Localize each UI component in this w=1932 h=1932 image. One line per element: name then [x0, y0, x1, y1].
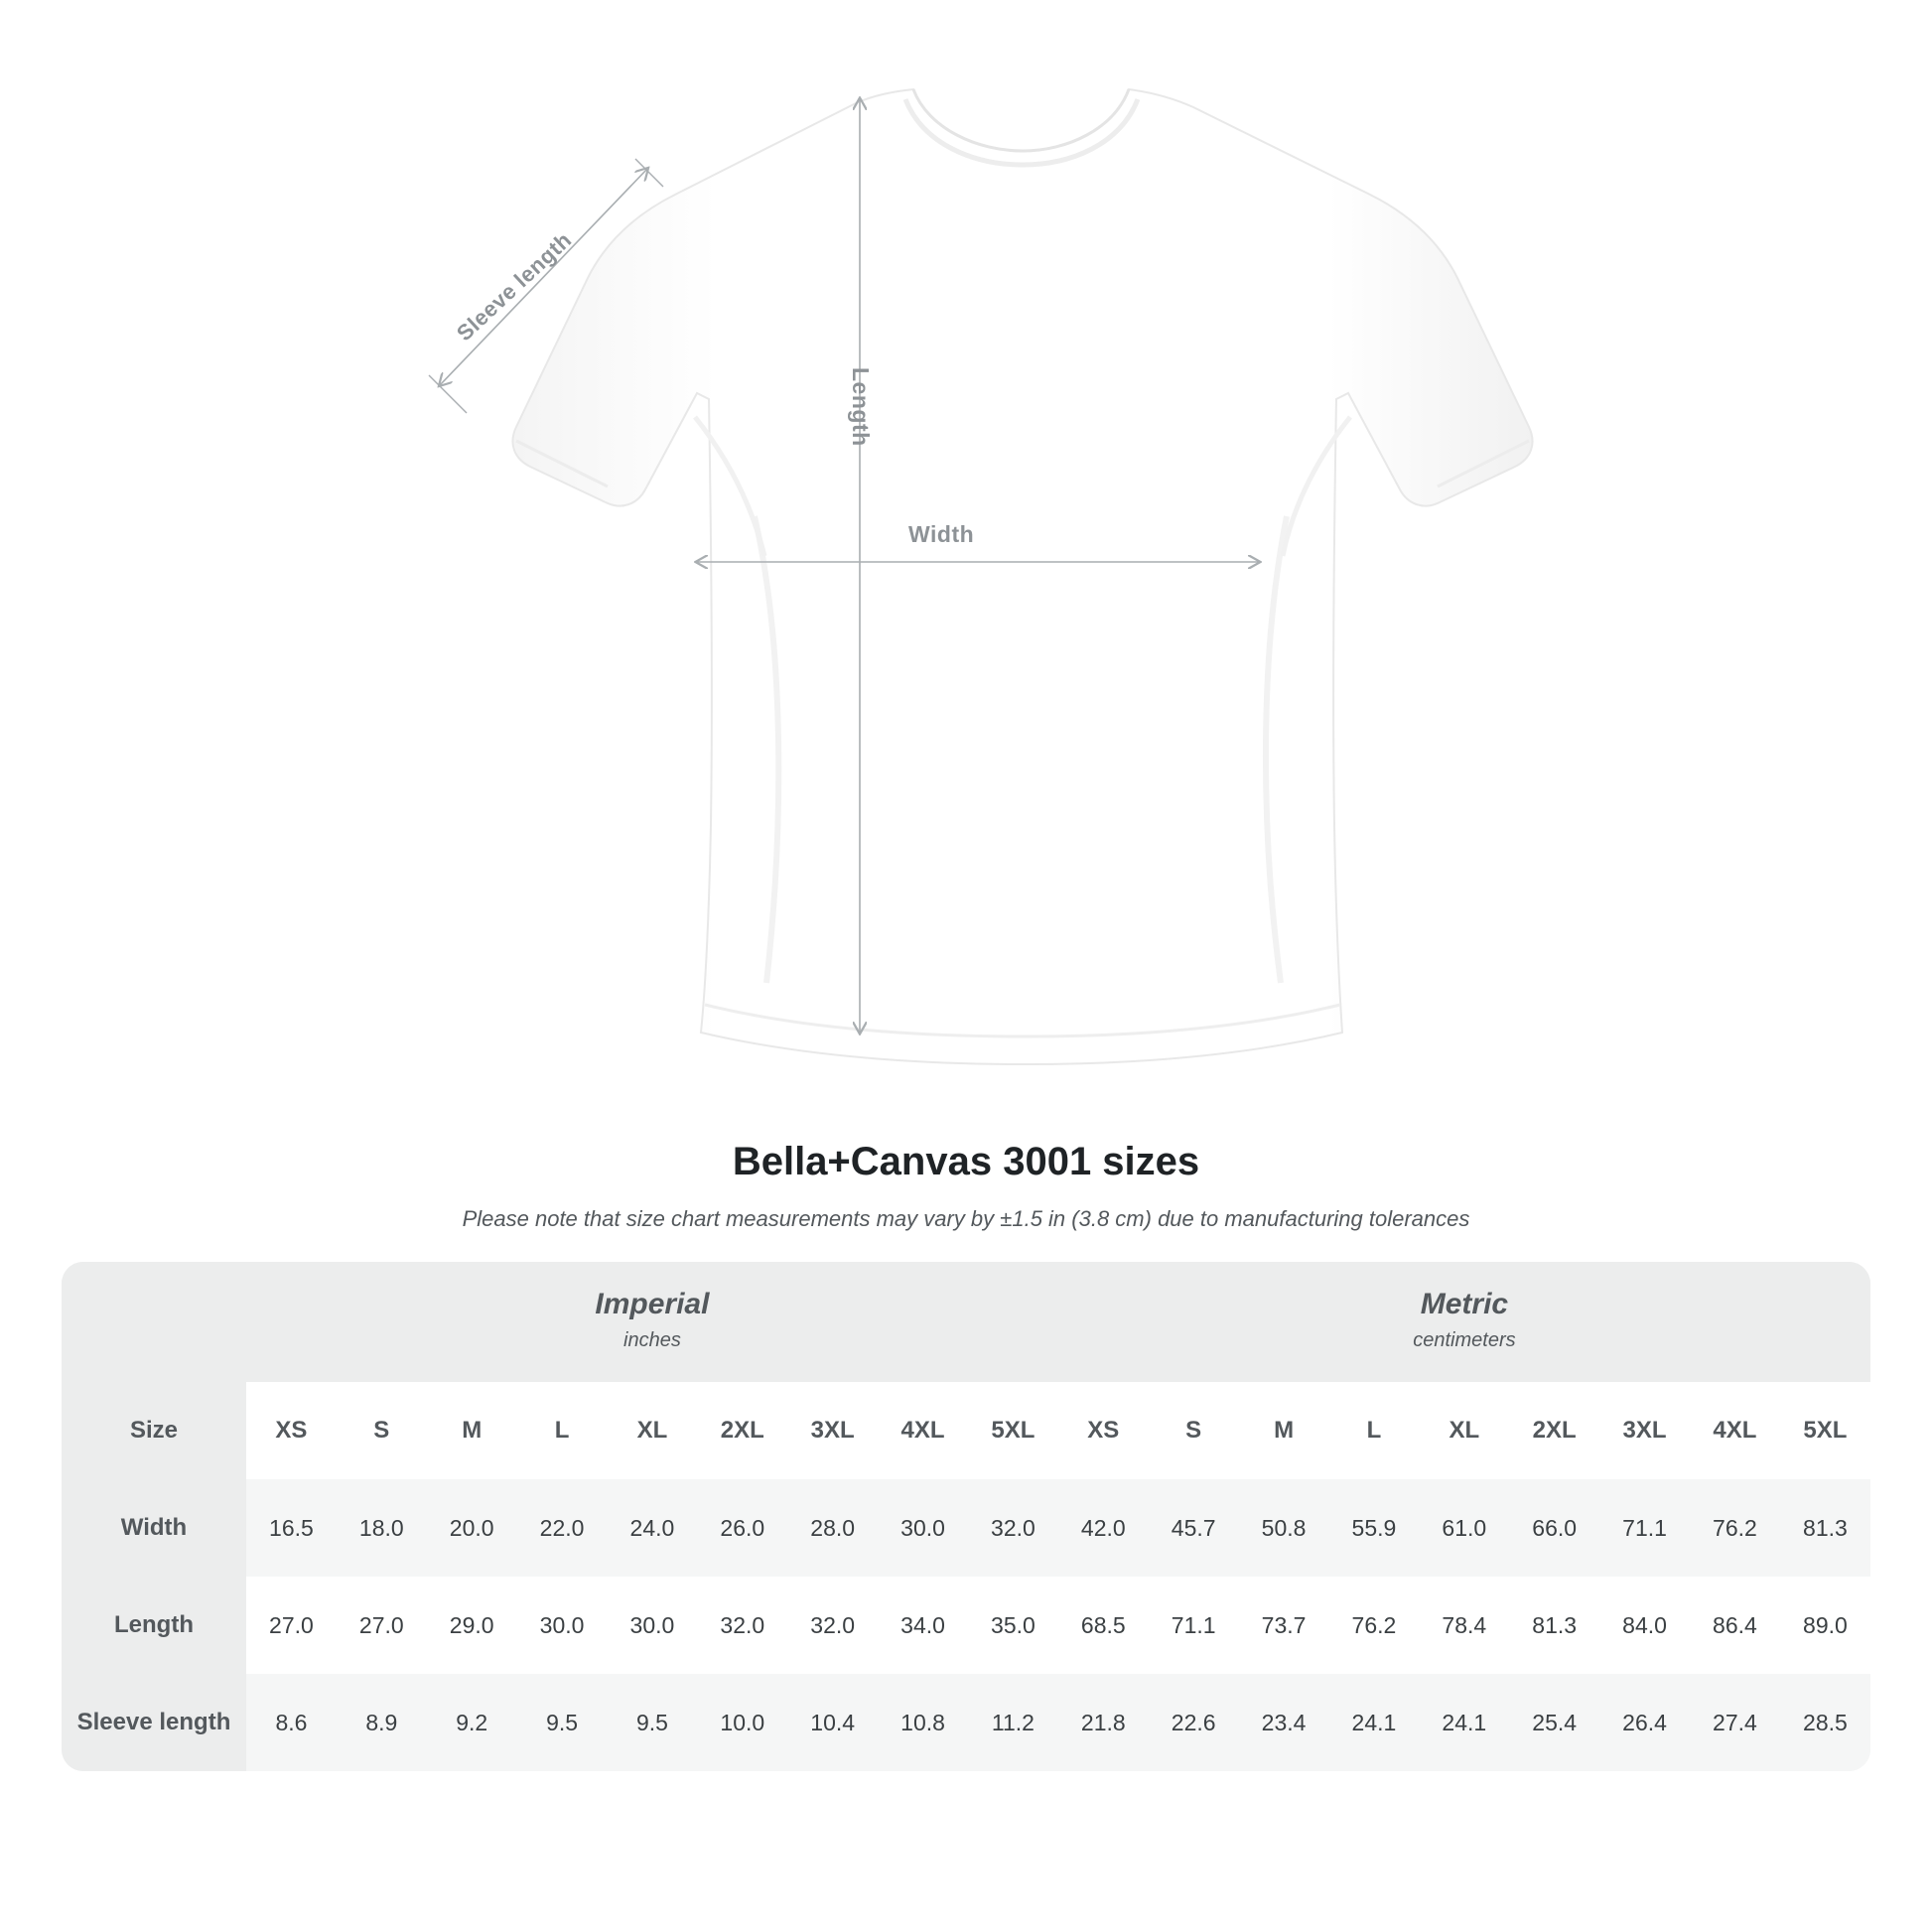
measurement-cell: 24.1 [1419, 1674, 1509, 1771]
size-header-cell: 3XL [787, 1382, 878, 1479]
unit-subtitle: inches [623, 1329, 681, 1351]
tshirt-shape [512, 89, 1532, 1064]
measurement-cell: 42.0 [1058, 1479, 1149, 1577]
measurement-cell: 25.4 [1509, 1674, 1599, 1771]
measurement-cell: 9.5 [517, 1674, 608, 1771]
size-header-cell: M [427, 1382, 517, 1479]
measurement-cell: 27.0 [246, 1577, 337, 1674]
measurement-cell: 76.2 [1329, 1577, 1420, 1674]
size-chart-table [62, 1262, 1870, 1771]
unit-name: Imperial [595, 1288, 710, 1320]
measurement-cell: 26.4 [1599, 1674, 1690, 1771]
measurement-cell: 26.0 [697, 1479, 787, 1577]
measurement-cell: 30.0 [878, 1479, 968, 1577]
size-header-cell: XL [608, 1382, 698, 1479]
measurement-cell: 71.1 [1149, 1577, 1239, 1674]
measurement-cell: 78.4 [1419, 1577, 1509, 1674]
unit-header-row [62, 1262, 1870, 1382]
measurement-cell: 28.0 [787, 1479, 878, 1577]
unit-header-spacer [62, 1262, 246, 1382]
measurement-cell: 9.5 [608, 1674, 698, 1771]
measurement-cell: 81.3 [1509, 1577, 1599, 1674]
measurement-cell: 10.8 [878, 1674, 968, 1771]
unit-subtitle: centimeters [1413, 1329, 1516, 1351]
measurement-cell: 86.4 [1690, 1577, 1780, 1674]
measurement-cell: 22.6 [1149, 1674, 1239, 1771]
tolerance-note: Please note that size chart measurements may vary by ±1.5 in (3.8 cm) due to manufacturing tolerances [462, 1206, 1470, 1231]
size-header-cell: M [1239, 1382, 1329, 1479]
measurement-cell: 27.0 [337, 1577, 427, 1674]
size-header-cell: S [337, 1382, 427, 1479]
sleeve-length-label: Sleeve length [452, 226, 577, 346]
measurement-cell: 9.2 [427, 1674, 517, 1771]
measurement-cell: 73.7 [1239, 1577, 1329, 1674]
length-label: Length [848, 367, 874, 447]
measurement-cell: 89.0 [1780, 1577, 1870, 1674]
row-label: Sleeve length [62, 1674, 246, 1771]
measurement-cell: 11.2 [968, 1674, 1058, 1771]
table-row [62, 1577, 1870, 1674]
size-header-cell: XL [1419, 1382, 1509, 1479]
measurement-cell: 30.0 [517, 1577, 608, 1674]
measurement-cell: 21.8 [1058, 1674, 1149, 1771]
size-header-cell: L [1329, 1382, 1420, 1479]
measurement-cell: 32.0 [787, 1577, 878, 1674]
measurement-cell: 35.0 [968, 1577, 1058, 1674]
size-header-cell: 5XL [968, 1382, 1058, 1479]
measurement-cell: 23.4 [1239, 1674, 1329, 1771]
size-header-cell: XS [246, 1382, 337, 1479]
row-label: Width [62, 1479, 246, 1577]
size-header-cell: S [1149, 1382, 1239, 1479]
size-header-cell: 5XL [1780, 1382, 1870, 1479]
measurement-cell: 10.0 [697, 1674, 787, 1771]
measurement-cell: 8.6 [246, 1674, 337, 1771]
size-header-cell: 4XL [878, 1382, 968, 1479]
size-header-cell: L [517, 1382, 608, 1479]
measurement-cell: 27.4 [1690, 1674, 1780, 1771]
measurement-cell: 20.0 [427, 1479, 517, 1577]
measurement-cell: 45.7 [1149, 1479, 1239, 1577]
size-header-cell: 2XL [697, 1382, 787, 1479]
measurement-cell: 32.0 [968, 1479, 1058, 1577]
unit-name: Metric [1420, 1288, 1509, 1320]
page-title: Bella+Canvas 3001 sizes [732, 1140, 1200, 1183]
measurement-cell: 68.5 [1058, 1577, 1149, 1674]
measurement-cell: 28.5 [1780, 1674, 1870, 1771]
row-label: Length [62, 1577, 246, 1674]
unit-header-metric [1058, 1262, 1870, 1382]
width-label: Width [908, 521, 975, 547]
measurement-cell: 30.0 [608, 1577, 698, 1674]
title-block [0, 1140, 1932, 1232]
size-header-row [62, 1382, 1870, 1479]
table-row [62, 1674, 1870, 1771]
measurement-cell: 24.1 [1329, 1674, 1420, 1771]
measurement-cell: 55.9 [1329, 1479, 1420, 1577]
measurement-cell: 50.8 [1239, 1479, 1329, 1577]
measurement-cell: 8.9 [337, 1674, 427, 1771]
measurement-cell: 29.0 [427, 1577, 517, 1674]
measurement-cell: 61.0 [1419, 1479, 1509, 1577]
measurement-cell: 10.4 [787, 1674, 878, 1771]
size-header-cell: 4XL [1690, 1382, 1780, 1479]
measurement-cell: 66.0 [1509, 1479, 1599, 1577]
table-row [62, 1479, 1870, 1577]
column-header-size: Size [62, 1382, 246, 1479]
size-header-cell: XS [1058, 1382, 1149, 1479]
measurement-cell: 76.2 [1690, 1479, 1780, 1577]
measurement-cell: 84.0 [1599, 1577, 1690, 1674]
measurement-cell: 71.1 [1599, 1479, 1690, 1577]
size-chart-table-wrapper [62, 1262, 1870, 1771]
measurement-cell: 18.0 [337, 1479, 427, 1577]
size-header-cell: 3XL [1599, 1382, 1690, 1479]
measurement-cell: 32.0 [697, 1577, 787, 1674]
measurement-cell: 22.0 [517, 1479, 608, 1577]
measurement-cell: 34.0 [878, 1577, 968, 1674]
measurement-cell: 24.0 [608, 1479, 698, 1577]
measurement-cell: 16.5 [246, 1479, 337, 1577]
size-header-cell: 2XL [1509, 1382, 1599, 1479]
unit-header-imperial [246, 1262, 1058, 1382]
measurement-cell: 81.3 [1780, 1479, 1870, 1577]
